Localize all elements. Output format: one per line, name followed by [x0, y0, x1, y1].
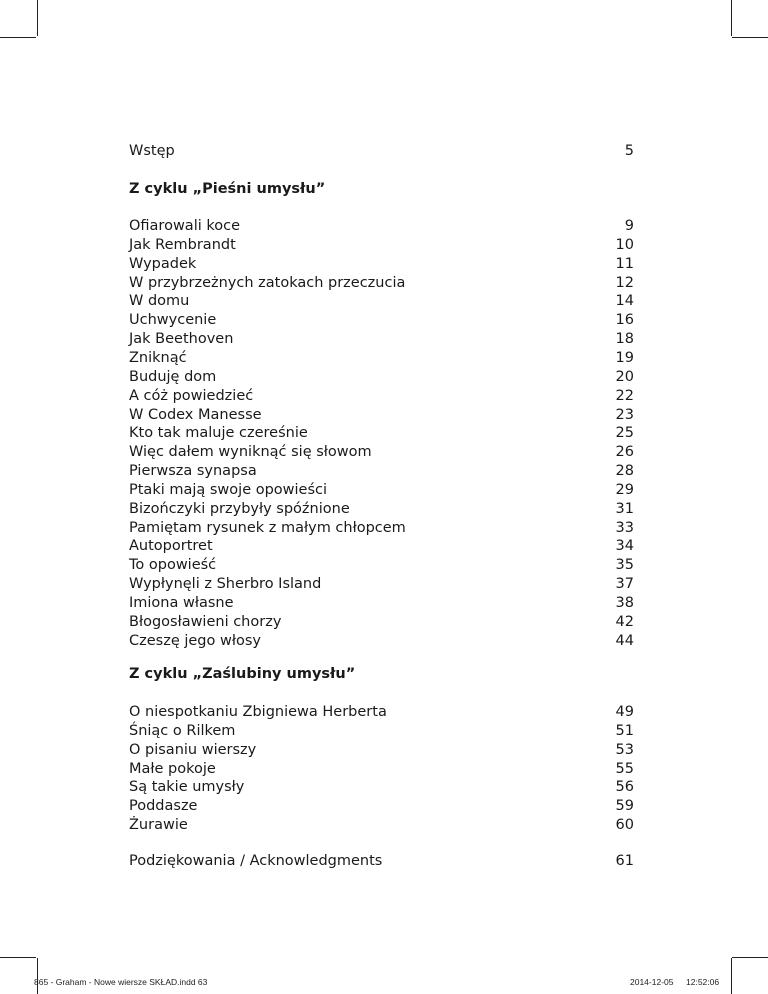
crop-mark-top-right	[731, 0, 732, 36]
toc-entry-title: Zniknąć	[129, 349, 187, 366]
toc-entry-page: 59	[615, 798, 634, 815]
toc-entry-title: Czeszę jego włosy	[129, 632, 261, 649]
toc-entry-page: 14	[615, 293, 634, 310]
toc-entry-title: Jak Beethoven	[129, 331, 234, 348]
toc-entry-page: 5	[624, 143, 634, 159]
toc-entry-page: 33	[615, 519, 634, 536]
toc-entry-title: Ofiarowali koce	[129, 218, 241, 234]
toc-entry	[129, 703, 634, 722]
toc-entry-title: Poddasze	[129, 798, 198, 815]
toc-entry	[129, 632, 634, 651]
toc-entry-page: 22	[615, 387, 634, 404]
toc-entry	[129, 274, 634, 293]
toc-entry	[129, 816, 634, 835]
toc-entry	[129, 462, 634, 481]
toc-entry-page: 34	[615, 538, 634, 555]
crop-mark-bottom-right	[732, 957, 768, 958]
section-heading: Z cyklu „Zaślubiny umysłu”	[129, 666, 356, 682]
toc-entry	[129, 311, 634, 330]
crop-mark-top-left	[37, 0, 38, 36]
toc-entry-page: 60	[615, 817, 634, 834]
toc-entry	[129, 443, 634, 462]
toc-entry-title: Autoportret	[129, 538, 213, 555]
toc-entry	[129, 741, 634, 760]
toc-entry-title: Wstęp	[129, 143, 175, 159]
toc-entry	[129, 292, 634, 311]
toc-entry-page: 16	[615, 312, 634, 329]
toc-entry	[129, 613, 634, 632]
toc-entry-title: Imiona własne	[129, 595, 234, 611]
toc-entry-title: W domu	[129, 293, 190, 310]
toc-entry	[129, 722, 634, 741]
toc-entry-page: 10	[615, 236, 634, 253]
toc-entry-title: Wypadek	[129, 255, 197, 272]
toc-entry-title: Buduję dom	[129, 368, 217, 385]
toc-entry-page: 55	[615, 760, 634, 777]
toc-entry-page: 12	[615, 274, 634, 291]
toc-entry-intro	[129, 142, 634, 161]
toc-entry-title: Śniąc o Rilkem	[129, 722, 236, 739]
toc-entry-title: Kto tak maluje czereśnie	[129, 425, 308, 442]
toc-entry-page: 26	[615, 444, 634, 461]
toc-entry-page: 35	[615, 557, 634, 574]
toc-entry-title: Ptaki mają swoje opowieści	[129, 481, 328, 498]
toc-entry-page: 29	[615, 481, 634, 498]
crop-mark-bottom-left	[37, 958, 38, 994]
toc-entry	[129, 575, 634, 594]
slug-date: 2014-12-05	[630, 977, 674, 987]
toc-entry-title: Uchwycenie	[129, 312, 217, 329]
toc-entry-page: 9	[624, 218, 634, 234]
toc-entry	[129, 519, 634, 538]
toc-entry-page: 42	[615, 613, 634, 630]
toc-entry-page: 61	[615, 853, 634, 869]
toc-entry	[129, 217, 634, 236]
toc-entry-title: W Codex Manesse	[129, 406, 262, 423]
toc-entry-title: Pierwsza synapsa	[129, 463, 257, 480]
toc-entry-page: 11	[615, 255, 634, 272]
crop-mark-bottom-left	[0, 957, 36, 958]
toc-entry-title: A cóż powiedzieć	[129, 387, 254, 404]
toc-entry-title: O pisaniu wierszy	[129, 741, 257, 758]
toc-entry-title: Są takie umysły	[129, 779, 245, 796]
toc-entry-title: To opowieść	[129, 557, 217, 574]
toc-entry	[129, 406, 634, 425]
toc-entry-page: 37	[615, 576, 634, 593]
slug-time: 12:52:06	[686, 977, 720, 987]
toc-entry-title: Żurawie	[129, 817, 188, 834]
toc-entry	[129, 778, 634, 797]
toc-entry-page: 23	[615, 406, 634, 423]
toc-entry	[129, 594, 634, 613]
toc-entry	[129, 349, 634, 368]
toc-entry-page: 38	[615, 595, 634, 611]
toc-entry	[129, 556, 634, 575]
toc-entry-title: Jak Rembrandt	[129, 236, 236, 253]
toc-entry-title: Błogosławieni chorzy	[129, 613, 282, 630]
toc-entry-page: 31	[615, 500, 634, 517]
toc-entry-title: Więc dałem wyniknąć się słowom	[129, 444, 372, 461]
crop-mark-bottom-right	[731, 958, 732, 994]
section-heading: Z cyklu „Pieśni umysłu”	[129, 181, 326, 197]
toc-entry-title: O niespotkaniu Zbigniewa Herberta	[129, 704, 387, 720]
toc-entry-outro	[129, 852, 634, 871]
toc-entry-page: 44	[615, 632, 634, 649]
toc-entry-page: 51	[615, 722, 634, 739]
toc-entry	[129, 481, 634, 500]
toc-entry-title: Wypłynęli z Sherbro Island	[129, 576, 322, 593]
toc-entry-page: 20	[615, 368, 634, 385]
toc-entry	[129, 330, 634, 349]
toc-entry-title: Podziękowania / Acknowledgments	[129, 853, 383, 869]
toc-entry-title: W przybrzeżnych zatokach przeczucia	[129, 274, 406, 291]
toc-entry	[129, 537, 634, 556]
toc-entry-title: Małe pokoje	[129, 760, 216, 777]
toc-entry-page: 25	[615, 425, 634, 442]
toc-entry	[129, 368, 634, 387]
toc-entry-page: 19	[615, 349, 634, 366]
toc-entry	[129, 255, 634, 274]
toc-entry	[129, 236, 634, 255]
toc-entry-page: 53	[615, 741, 634, 758]
toc-entry	[129, 797, 634, 816]
toc-entry-page: 18	[615, 331, 634, 348]
toc-entry-page: 28	[615, 463, 634, 480]
crop-mark-top-left	[0, 37, 36, 38]
toc-entry-page: 49	[615, 704, 634, 720]
toc-entry-title: Pamiętam rysunek z małym chłopcem	[129, 519, 406, 536]
crop-mark-top-right	[732, 37, 768, 38]
toc-entry	[129, 424, 634, 443]
toc-entry-title: Bizończyki przybyły spóźnione	[129, 500, 350, 517]
toc-entry-page: 56	[615, 779, 634, 796]
toc-entry	[129, 760, 634, 779]
slug-file-info: 865 - Graham - Nowe wiersze SKŁAD.indd 63	[34, 977, 208, 987]
toc-entry	[129, 500, 634, 519]
toc-entry	[129, 387, 634, 406]
